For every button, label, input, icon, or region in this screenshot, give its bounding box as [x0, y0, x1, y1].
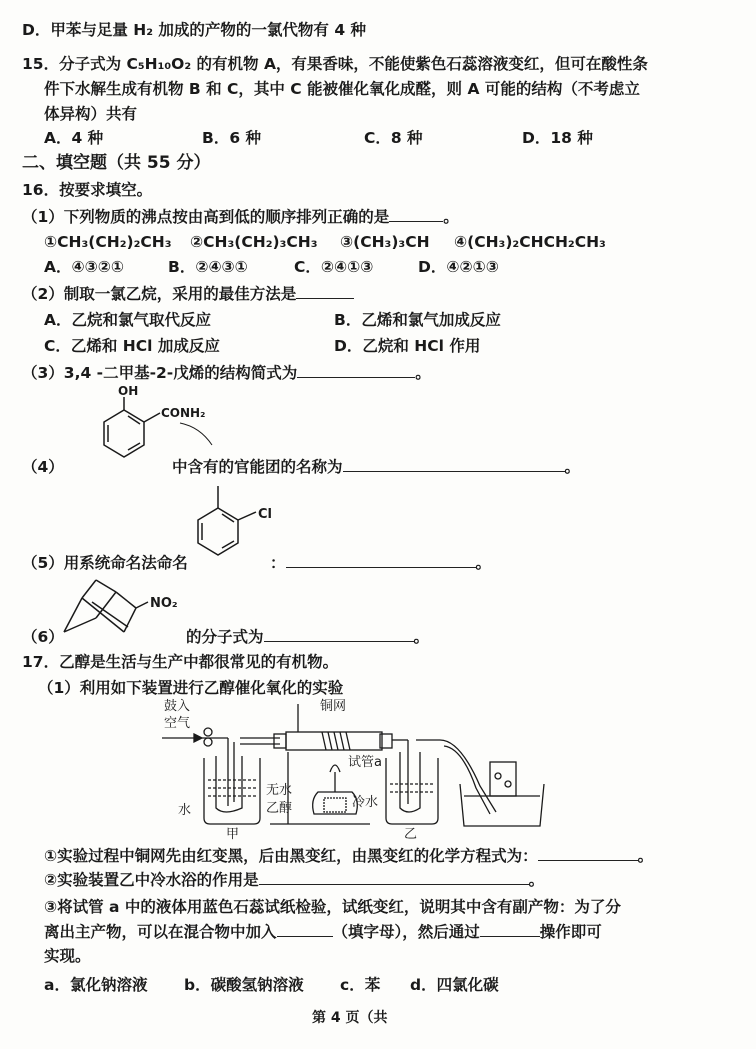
q15-line1: 15．分子式为 C₅H₁₀O₂ 的有机物 A，有果香味，不能使紫色石蕊溶液变红，但可在酸性条 — [22, 55, 648, 73]
answer-blank[interactable] — [389, 207, 443, 222]
q16-2-option-a: A．乙烷和氯气取代反应 — [44, 311, 211, 329]
punct: ： — [270, 554, 286, 572]
q15-line2: 件下水解生成有机物 B 和 C，其中 C 能被催化氧化成醛，则 A 可能的结构（不考虑立 — [44, 80, 640, 98]
q16-part2 — [22, 284, 354, 304]
q15-option-d: D．18 种 — [522, 129, 593, 147]
punct: 。 — [528, 871, 545, 889]
label-anhydrous: 无水 — [266, 783, 293, 798]
q16-part4-text: 中含有的官能团的名称为 — [172, 458, 343, 476]
punct: 。 — [415, 364, 431, 382]
punct: 。 — [443, 208, 459, 226]
label-copper-mesh: 铜网 — [320, 699, 347, 714]
q16-2-option-c: C．乙烯和 HCl 加成反应 — [44, 337, 220, 355]
conh2-label: CONH₂ — [161, 406, 206, 420]
q14-option-d: D．甲苯与足量 H₂ 加成的产物的一氯代物有 4 种 — [22, 21, 366, 39]
punct: 。 — [413, 628, 430, 646]
q17-s1-text: ①实验过程中铜网先由红变黑，后由黑变红，由黑变红的化学方程式为： — [44, 847, 538, 865]
answer-blank[interactable] — [286, 553, 476, 568]
oh-label: OH — [118, 384, 139, 398]
nitronorbornene-structure — [56, 572, 196, 642]
q16-part5-text: （5）用系统命名法命名 — [22, 554, 188, 572]
q16-stem: 16．按要求填空。 — [22, 181, 153, 199]
q17-s3-line3: 实现。 — [44, 947, 91, 965]
q17-s3-text-b: （填字母），然后通过 — [332, 923, 480, 941]
q17-s3-line1: ③将试管 a 中的液体用蓝色石蕊试纸检验，试纸变红，说明其中含有副产物：为了分 — [44, 898, 621, 916]
q16-part6 — [186, 627, 429, 647]
label-yi: 乙 — [404, 827, 418, 840]
q16-part5 — [270, 553, 491, 573]
q16-2-option-d: D．乙烷和 HCl 作用 — [334, 337, 481, 355]
choice-d: d．四氯化碳 — [410, 976, 499, 994]
compound-4: ④(CH₃)₂CHCH₂CH₃ — [454, 233, 606, 251]
q15-option-a: A．4 种 — [44, 129, 104, 147]
no2-label: NO₂ — [150, 596, 178, 611]
q17-stem: 17．乙醇是生活与生产中都很常见的有机物。 — [22, 653, 339, 671]
q15-option-c: C．8 种 — [364, 129, 423, 147]
punct: 。 — [564, 458, 581, 476]
q16-part4-num: （4） — [22, 458, 64, 476]
answer-blank[interactable] — [296, 284, 354, 299]
q17-s3-text-a: 离出主产物，可以在混合物中加入 — [44, 923, 277, 941]
q15-option-b: B．6 种 — [202, 129, 261, 147]
q16-1-option-c: C．②④①③ — [294, 258, 374, 276]
q16-part1 — [22, 207, 459, 227]
q16-part1-text: （1）下列物质的沸点按由高到低的顺序排列正确的是 — [22, 208, 390, 226]
section-title: 二、填空题（共 55 分） — [22, 153, 211, 173]
q16-2-option-b: B．乙烯和氯气加成反应 — [334, 311, 501, 329]
answer-blank[interactable] — [343, 457, 565, 472]
q15-line3: 体异构）共有 — [44, 105, 138, 123]
compound-2: ②CH₃(CH₂)₃CH₃ — [190, 233, 318, 251]
q16-part3 — [22, 363, 431, 383]
page-footer: 第 4 页（共 — [312, 1010, 388, 1026]
apparatus-diagram — [150, 696, 550, 840]
q16-1-option-a: A．④③②① — [44, 258, 124, 276]
compound-3: ③(CH₃)₃CH — [340, 233, 430, 251]
q16-part6-text: 的分子式为 — [186, 628, 264, 646]
q16-part6-num: （6） — [22, 628, 64, 646]
punct: 。 — [637, 847, 654, 865]
answer-blank[interactable] — [297, 363, 415, 378]
choice-b: b．碳酸氢钠溶液 — [184, 976, 304, 994]
label-jia: 甲 — [226, 827, 240, 840]
label-tube-a: 试管a — [348, 755, 382, 770]
q16-1-option-d: D．④②①③ — [418, 258, 499, 276]
q17-s2 — [44, 870, 544, 890]
punct: 。 — [475, 554, 492, 572]
q17-s1 — [44, 846, 653, 866]
compound-1: ①CH₃(CH₂)₂CH₃ — [44, 233, 172, 251]
label-cold-water: 冷水 — [352, 795, 379, 810]
cl-label: Cl — [258, 507, 272, 522]
choice-a: a．氯化钠溶液 — [44, 976, 148, 994]
q17-s2-text: ②实验装置乙中冷水浴的作用是 — [44, 871, 259, 889]
choice-c: c．苯 — [340, 976, 381, 994]
q17-s3-text-c: 操作即可 — [539, 923, 602, 941]
q16-part4 — [172, 457, 580, 477]
answer-blank[interactable] — [480, 922, 540, 937]
answer-blank[interactable] — [277, 922, 333, 937]
label-blow-in: 鼓入 — [164, 699, 191, 714]
q17-s3-line2 — [44, 922, 602, 942]
q17-part1: （1）利用如下装置进行乙醇催化氧化的实验 — [38, 679, 344, 697]
label-water: 水 — [178, 803, 192, 818]
label-ethanol: 乙醇 — [266, 801, 293, 816]
chlorotoluene-structure — [180, 480, 280, 570]
label-air: 空气 — [164, 716, 191, 731]
q16-part2-text: （2）制取一氯乙烷，采用的最佳方法是 — [22, 285, 297, 303]
answer-blank[interactable] — [264, 627, 414, 642]
answer-blank[interactable] — [259, 870, 529, 885]
q16-part3-text: （3）3,4 -二甲基-2-戊烯的结构简式为 — [22, 364, 298, 382]
answer-blank[interactable] — [538, 846, 638, 861]
q16-1-option-b: B．②④③① — [168, 258, 248, 276]
